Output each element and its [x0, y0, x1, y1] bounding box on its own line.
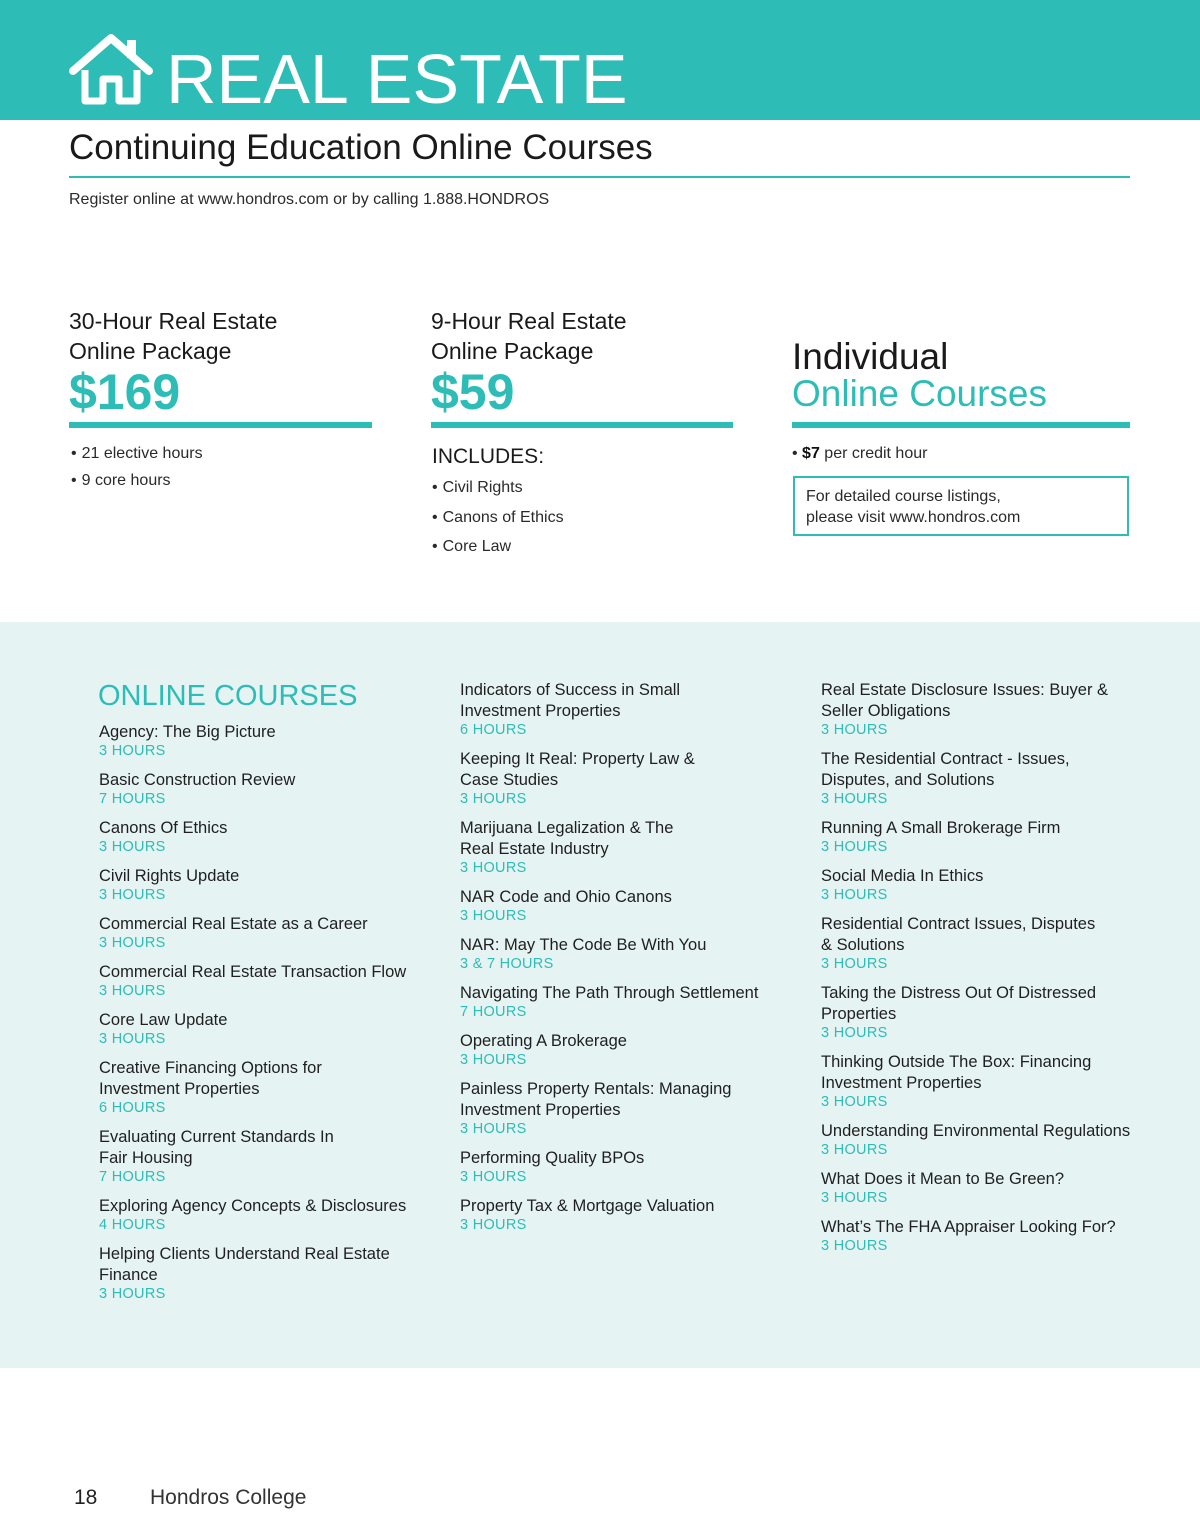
notice-line: please visit www.hondros.com	[806, 509, 1021, 526]
course-title: Operating A Brokerage	[460, 1032, 627, 1050]
course-hours: 3 HOURS	[821, 791, 888, 807]
course-hours: 3 HOURS	[460, 1217, 527, 1233]
course-hours: 3 HOURS	[821, 722, 888, 738]
individual-subheading: Online Courses	[792, 373, 1048, 414]
course-title: What’s The FHA Appraiser Looking For?	[821, 1218, 1116, 1236]
rate-price: $7	[802, 445, 820, 462]
course-hours: 3 HOURS	[821, 1190, 888, 1206]
course-title: Helping Clients Understand Real Estate	[99, 1245, 390, 1263]
feature-item: • Core Law	[432, 532, 564, 562]
course-title: Creative Financing Options for	[99, 1059, 322, 1077]
course-title: Residential Contract Issues, Disputes	[821, 915, 1096, 933]
course-title: Basic Construction Review	[99, 771, 296, 789]
course-hours: 3 HOURS	[99, 887, 166, 903]
feature-item: • Civil Rights	[432, 473, 564, 503]
course-hours: 7 HOURS	[99, 1169, 166, 1185]
course-hours: 3 HOURS	[460, 908, 527, 924]
course-hours: 3 HOURS	[460, 1169, 527, 1185]
course-title: Keeping It Real: Property Law &	[460, 750, 695, 768]
course-item	[99, 866, 459, 904]
course-title: Performing Quality BPOs	[460, 1149, 645, 1167]
course-title: Painless Property Rentals: Managing	[460, 1080, 732, 1098]
package-name: Online Package	[69, 338, 232, 364]
course-item	[460, 983, 820, 1021]
course-item	[460, 1148, 820, 1186]
online-courses-heading: ONLINE COURSES	[98, 680, 358, 712]
course-item	[821, 983, 1181, 1042]
package-name: 9-Hour Real Estate	[431, 308, 627, 334]
rate-label: per credit hour	[819, 445, 928, 462]
package-features	[71, 440, 203, 494]
course-hours: 3 HOURS	[99, 839, 166, 855]
course-title: What Does it Mean to Be Green?	[821, 1170, 1065, 1188]
individual-heading: Individual	[792, 336, 949, 377]
course-title: Real Estate Disclosure Issues: Buyer &	[821, 681, 1109, 699]
divider	[69, 176, 1130, 178]
course-item	[99, 1196, 459, 1234]
course-title: Case Studies	[460, 771, 559, 789]
price-underline	[792, 422, 1130, 428]
course-title: Real Estate Industry	[460, 840, 609, 858]
course-item	[99, 914, 459, 952]
course-item	[99, 722, 459, 760]
course-title: Investment Properties	[821, 1074, 982, 1092]
course-hours: 7 HOURS	[99, 791, 166, 807]
course-hours: 3 HOURS	[460, 1121, 527, 1137]
page-subtitle: Continuing Education Online Courses	[69, 128, 653, 167]
course-title: Core Law Update	[99, 1011, 228, 1029]
feature-item: • 21 elective hours	[71, 440, 203, 467]
course-hours: 3 HOURS	[99, 935, 166, 951]
course-title: Commercial Real Estate as a Career	[99, 915, 368, 933]
course-title: Investment Properties	[460, 1101, 621, 1119]
course-title: Disputes, and Solutions	[821, 771, 995, 789]
course-item	[821, 818, 1181, 856]
course-title: Investment Properties	[460, 702, 621, 720]
course-hours: 3 HOURS	[99, 1031, 166, 1047]
course-hours: 3 HOURS	[821, 956, 888, 972]
course-title: Canons Of Ethics	[99, 819, 228, 837]
course-item	[460, 935, 820, 973]
course-item	[460, 680, 820, 739]
course-item	[821, 1052, 1181, 1111]
package-name: Online Package	[431, 338, 594, 364]
package-price: $169	[69, 364, 181, 420]
course-title: Exploring Agency Concepts & Disclosures	[99, 1197, 407, 1215]
course-item	[821, 749, 1181, 808]
course-item	[460, 887, 820, 925]
package-features	[432, 473, 564, 562]
course-title: Understanding Environmental Regulations	[821, 1122, 1131, 1140]
course-item	[821, 680, 1181, 739]
notice-line: For detailed course listings,	[806, 488, 1001, 505]
course-hours: 3 HOURS	[821, 1142, 888, 1158]
package-price: $59	[431, 364, 515, 420]
package-name: 30-Hour Real Estate	[69, 308, 278, 334]
course-item	[460, 1079, 820, 1138]
course-title: NAR Code and Ohio Canons	[460, 888, 672, 906]
course-item	[460, 749, 820, 808]
course-title: The Residential Contract - Issues,	[821, 750, 1070, 768]
course-hours: 3 & 7 HOURS	[460, 956, 554, 972]
course-listing-notice	[793, 476, 1129, 536]
page-number: 18	[74, 1486, 98, 1509]
course-hours: 3 HOURS	[99, 983, 166, 999]
course-title: Civil Rights Update	[99, 867, 240, 885]
course-title: Navigating The Path Through Settlement	[460, 984, 759, 1002]
course-item	[821, 1169, 1181, 1207]
course-item	[99, 1058, 459, 1117]
register-info: Register online at www.hondros.com or by calling 1.888.HONDROS	[69, 191, 550, 208]
course-title: Evaluating Current Standards In	[99, 1128, 334, 1146]
course-title: Agency: The Big Picture	[99, 723, 276, 741]
page-title: REAL ESTATE	[166, 40, 628, 118]
course-item	[99, 1010, 459, 1048]
course-title: Investment Properties	[99, 1080, 260, 1098]
includes-label: INCLUDES:	[432, 445, 545, 468]
course-hours: 6 HOURS	[99, 1100, 166, 1116]
course-item	[99, 962, 459, 1000]
course-item	[99, 1127, 459, 1186]
course-item	[99, 770, 459, 808]
footer-college-name: Hondros College	[150, 1486, 307, 1509]
course-hours: 3 HOURS	[821, 1025, 888, 1041]
course-title: Taking the Distress Out Of Distressed	[821, 984, 1097, 1002]
course-hours: 3 HOURS	[460, 860, 527, 876]
course-title: Seller Obligations	[821, 702, 951, 720]
course-hours: 6 HOURS	[460, 722, 527, 738]
course-title: Running A Small Brokerage Firm	[821, 819, 1061, 837]
course-item	[99, 818, 459, 856]
course-item	[99, 1244, 459, 1303]
course-title: Property Tax & Mortgage Valuation	[460, 1197, 715, 1215]
price-underline	[431, 422, 733, 428]
feature-item: • 9 core hours	[71, 467, 203, 494]
price-underline	[69, 422, 372, 428]
course-item	[821, 866, 1181, 904]
course-hours: 4 HOURS	[99, 1217, 166, 1233]
course-title: Fair Housing	[99, 1149, 193, 1167]
course-hours: 3 HOURS	[821, 887, 888, 903]
course-title: Commercial Real Estate Transaction Flow	[99, 963, 407, 981]
course-title: & Solutions	[821, 936, 905, 954]
course-title: Thinking Outside The Box: Financing	[821, 1053, 1092, 1071]
course-hours: 3 HOURS	[460, 1052, 527, 1068]
rate-info: • $7 per credit hour	[792, 445, 928, 462]
course-title: Social Media In Ethics	[821, 867, 984, 885]
course-hours: 3 HOURS	[99, 1286, 166, 1302]
course-hours: 3 HOURS	[460, 791, 527, 807]
course-item	[821, 1217, 1181, 1255]
course-hours: 3 HOURS	[821, 1238, 888, 1254]
course-hours: 3 HOURS	[99, 743, 166, 759]
course-hours: 3 HOURS	[821, 839, 888, 855]
course-item	[460, 1196, 820, 1234]
course-title: Marijuana Legalization & The	[460, 819, 674, 837]
course-title: Indicators of Success in Small	[460, 681, 681, 699]
course-title: Properties	[821, 1005, 897, 1023]
course-title: NAR: May The Code Be With You	[460, 936, 707, 954]
course-title: Finance	[99, 1266, 158, 1284]
feature-item: • Canons of Ethics	[432, 503, 564, 533]
course-item	[460, 1031, 820, 1069]
course-item	[460, 818, 820, 877]
house-icon	[68, 32, 154, 106]
course-hours: 3 HOURS	[821, 1094, 888, 1110]
course-hours: 7 HOURS	[460, 1004, 527, 1020]
course-item	[821, 914, 1181, 973]
course-item	[821, 1121, 1181, 1159]
